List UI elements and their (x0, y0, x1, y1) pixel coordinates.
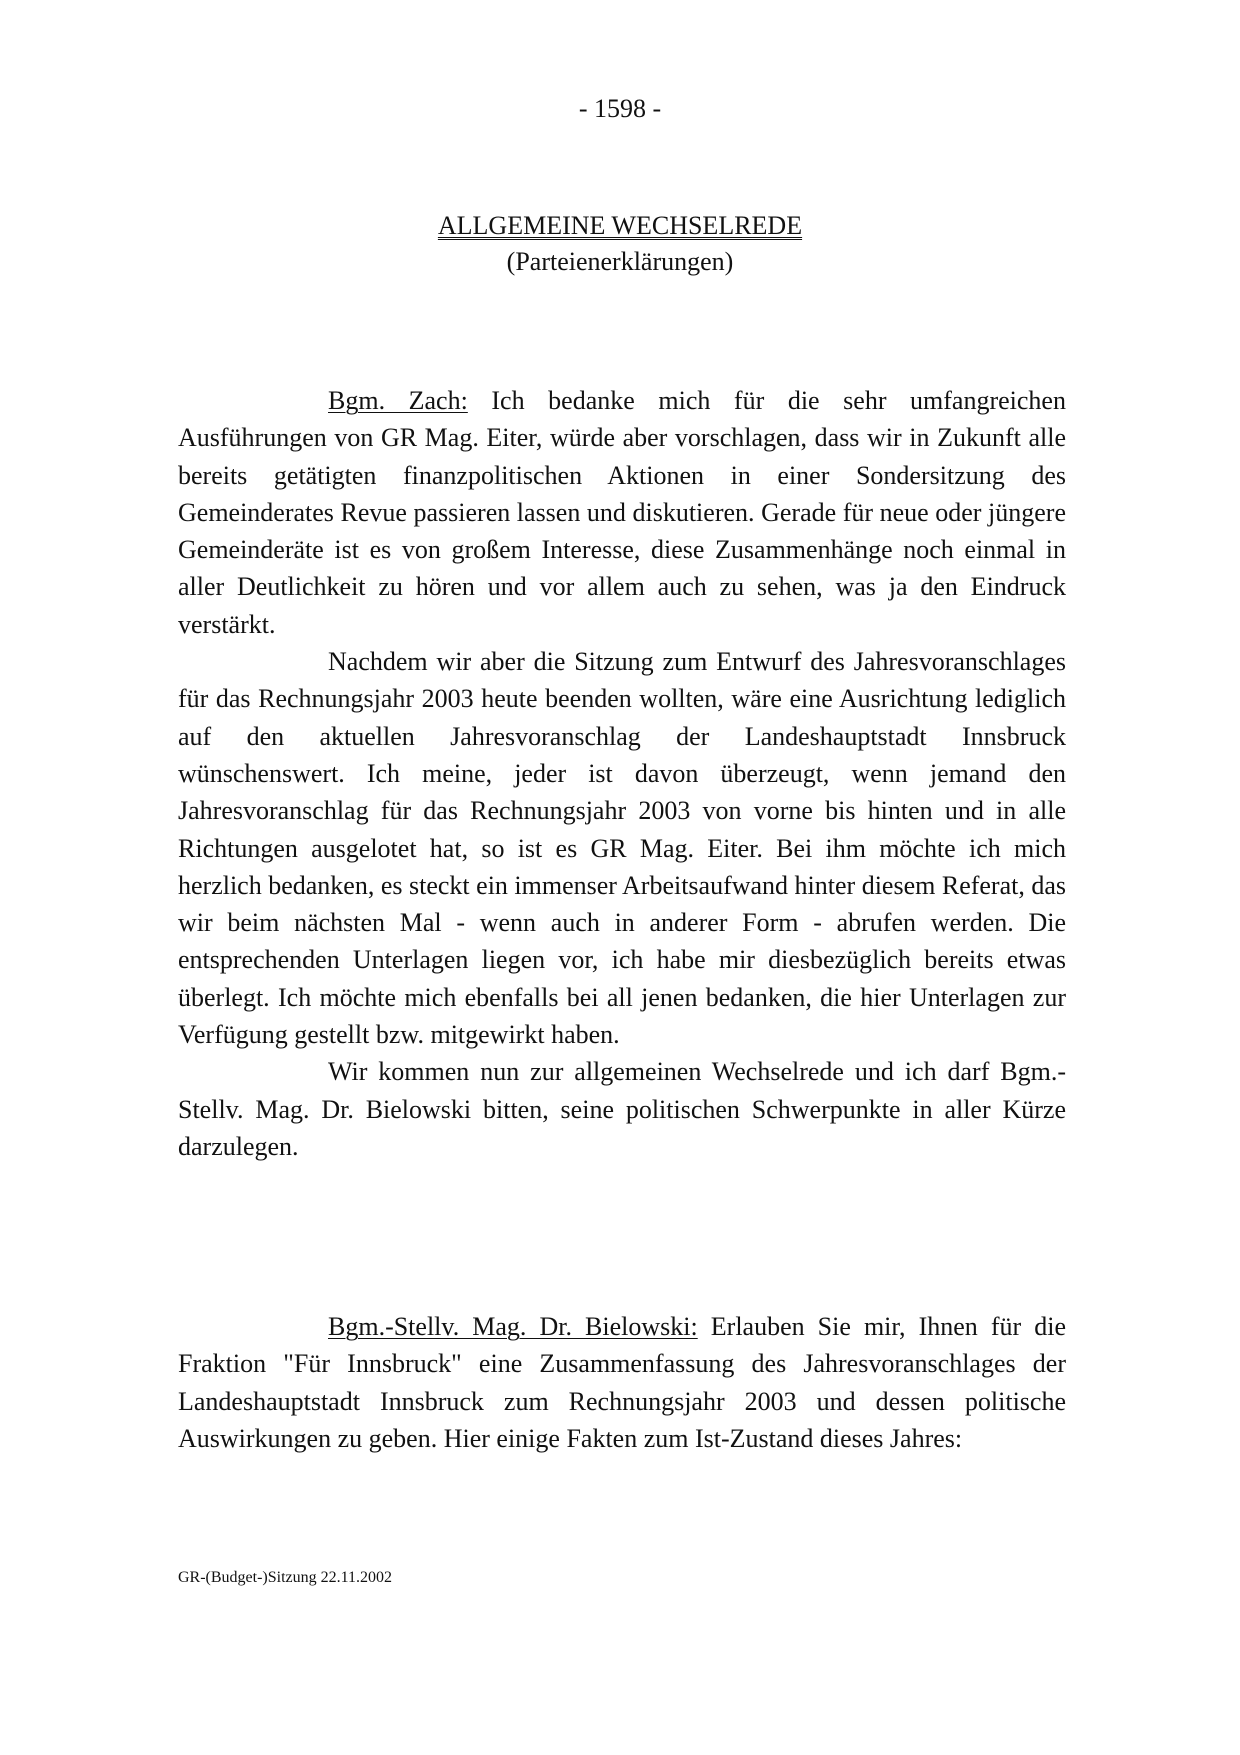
zach-paragraph-3: Wir kommen nun zur allgemeinen Wechselrede und ich darf Bgm.-Stellv. Mag. Dr. Bielowski bitten, seine politischen Schwerpunkte in aller Kürze darzulegen. (178, 1057, 1066, 1161)
heading-title: ALLGEMEINE WECHSELREDE (437, 211, 803, 240)
bielowski-paragraph-1 (178, 1308, 1066, 1457)
zach-paragraph-1-text: Ich bedanke mich für die sehr umfangreichen Ausführungen von GR Mag. Eiter, würde aber vorschlagen, dass wir in Zukunft alle bereits getätigten finanzpolitischen Aktionen in einer Sondersitzung des Gemeinderates Revue passieren lassen und diskutieren. Gerade für neue oder jüngere Gemeinderäte ist es von großem Interesse, diese Zusammenhänge noch einmal in aller Deutlichkeit zu hören und vor allem auch zu sehen, was ja den Eindruck verstärkt. (178, 386, 1066, 639)
bielowski-paragraph-1-text: Erlauben Sie mir, Ihnen für die Fraktion "Für Innsbruck" eine Zusammenfassung des Jahresvoranschlages der Landeshauptstadt Innsbruck zum Rechnungsjahr 2003 und dessen politische Auswirkungen zu geben. Hier einige Fakten zum Ist-Zustand dieses Jahres: (178, 1312, 1066, 1453)
statement-bielowski (178, 1308, 1066, 1457)
statement-zach (178, 382, 1066, 1165)
page-number: - 1598 - (578, 94, 662, 123)
zach-paragraph-2: Nachdem wir aber die Sitzung zum Entwurf des Jahresvoranschlages für das Rechnungsjahr 2003 heute beenden wollten, wäre eine Ausrichtung lediglich auf den aktuellen Jahresvoranschlag der Landeshauptstadt Innsbruck wünschenswert. Ich meine, jeder ist davon überzeugt, wenn jemand den Jahresvoranschlag für das Rechnungsjahr 2003 von vorne bis hinten und in alle Richtungen ausgelotet hat, so ist es GR Mag. Eiter. Bei ihm möchte ich mich herzlich bedanken, es steckt ein immenser Arbeitsaufwand hinter diesem Referat, das wir beim nächsten Mal - wenn auch in anderer Form - abrufen werden. Die entsprechenden Unterlagen liegen vor, ich habe mir diesbezüglich bereits etwas überlegt. Ich möchte mich ebenfalls bei all jenen bedanken, die hier Unterlagen zur Verfügung gestellt bzw. mitgewirkt haben. (178, 647, 1067, 1050)
speaker-name-bielowski: Bgm.-Stellv. Mag. Dr. Bielowski: (328, 1312, 698, 1341)
zach-paragraph-1 (178, 382, 1066, 643)
heading-subtitle: (Parteienerklärungen) (506, 247, 734, 276)
page-footer: GR-(Budget-)Sitzung 22.11.2002 (178, 1569, 393, 1586)
section-heading (0, 208, 1240, 280)
speaker-name-zach: Bgm. Zach: (328, 386, 468, 415)
